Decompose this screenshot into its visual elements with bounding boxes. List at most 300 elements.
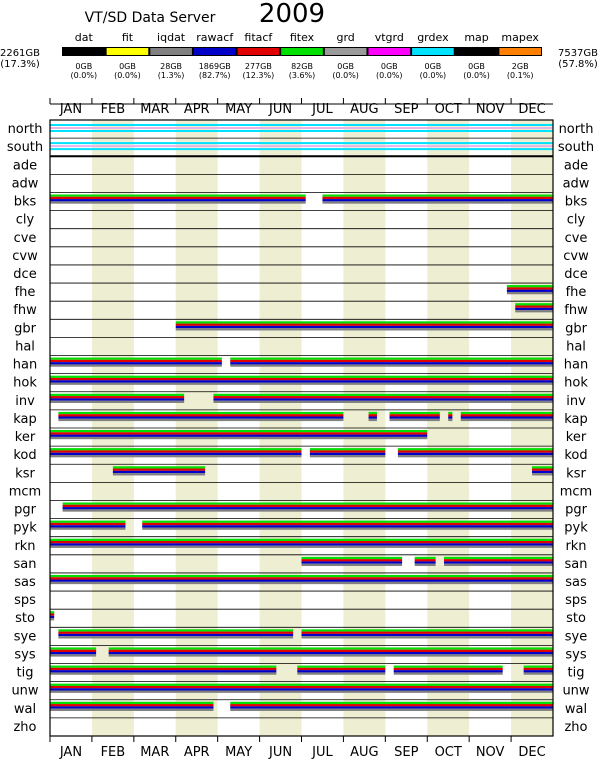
data-segment-sye — [302, 629, 554, 638]
segment-stripe — [390, 412, 440, 414]
segment-stripe — [142, 521, 553, 523]
segment-stripe — [302, 632, 554, 634]
data-segment-han — [230, 358, 553, 367]
month-label-top-feb: FEB — [100, 102, 126, 117]
segment-stripe — [50, 652, 96, 654]
legend-swatch-grdex — [412, 48, 454, 55]
segment-stripe — [58, 632, 293, 634]
segment-stripe — [50, 383, 553, 385]
segment-stripe — [444, 557, 553, 559]
segment-stripe — [50, 613, 54, 615]
legend-size-grdex: 0GB — [424, 62, 442, 71]
month-label-top-nov: NOV — [475, 102, 505, 117]
legend-size-grd: 0GB — [337, 62, 355, 71]
segment-stripe — [50, 378, 553, 380]
segment-stripe — [50, 401, 184, 403]
month-axis-bottom — [50, 736, 546, 760]
radar-label-right-cvw: cvw — [563, 248, 589, 264]
data-segment-wal — [50, 702, 213, 711]
radar-label-right-rkn: rkn — [565, 538, 587, 554]
radar-label-right-pyk: pyk — [564, 520, 588, 536]
segment-stripe — [302, 564, 403, 566]
segment-stripe — [50, 380, 553, 382]
radar-label-left-north: north — [7, 122, 43, 138]
segment-stripe — [369, 414, 377, 416]
segment-stripe — [398, 448, 553, 450]
data-segment-sye — [58, 629, 293, 638]
segment-stripe — [63, 505, 553, 507]
radar-label-right-sto: sto — [566, 611, 586, 627]
legend-label-rawacf: rawacf — [196, 31, 234, 44]
radar-label-right-adw: adw — [562, 176, 590, 192]
radar-label-left-han: han — [12, 357, 38, 373]
legend-swatch-iqdat — [150, 48, 192, 55]
segment-stripe — [302, 561, 403, 563]
segment-stripe — [302, 629, 554, 631]
data-segment-kod — [50, 448, 302, 457]
radar-label-left-bks: bks — [13, 194, 37, 210]
segment-stripe — [109, 647, 553, 649]
segment-stripe — [448, 416, 452, 418]
month-label-bottom-oct: OCT — [434, 745, 462, 760]
segment-stripe — [176, 321, 553, 323]
segment-stripe — [444, 559, 553, 561]
segment-stripe — [444, 561, 553, 563]
legend-size-iqdat: 28GB — [160, 62, 183, 71]
segment-stripe-grdex — [50, 130, 553, 132]
segment-stripe — [415, 564, 436, 566]
radar-label-right-sys: sys — [565, 647, 587, 663]
segment-stripe — [50, 199, 306, 201]
legend-size-map: 0GB — [468, 62, 485, 71]
radar-label-right-ade: ade — [563, 158, 589, 174]
segment-stripe — [50, 448, 302, 450]
month-label-top-apr: APR — [183, 102, 210, 117]
segment-stripe — [310, 455, 385, 457]
radar-label-left-ker: ker — [14, 430, 36, 446]
segment-stripe — [50, 394, 184, 396]
radar-label-left-fhe: fhe — [14, 285, 36, 301]
data-segment-kap — [58, 412, 343, 421]
segment-stripe — [230, 702, 553, 704]
segment-stripe — [515, 305, 553, 307]
segment-stripe — [369, 419, 377, 421]
radar-label-right-ksr: ksr — [566, 466, 586, 482]
segment-stripe — [50, 616, 54, 618]
segment-stripe — [390, 414, 440, 416]
radar-label-left-cve: cve — [13, 230, 37, 246]
segment-stripe — [63, 507, 553, 509]
radar-label-left-sas: sas — [14, 574, 36, 590]
legend-label-iqdat: iqdat — [157, 31, 186, 44]
segment-stripe — [230, 709, 553, 711]
radar-label-left-zho: zho — [13, 719, 37, 735]
segment-stripe — [50, 654, 96, 656]
segment-stripe — [50, 435, 427, 437]
legend-pct-rawacf: (82.7%) — [198, 71, 231, 80]
segment-stripe — [524, 666, 553, 668]
segment-stripe — [142, 525, 553, 527]
segment-stripe — [50, 543, 553, 545]
radar-label-left-sto: sto — [15, 611, 35, 627]
radar-label-right-cve: cve — [564, 230, 588, 246]
radar-label-right-hok: hok — [564, 375, 588, 391]
segment-stripe — [515, 308, 553, 310]
legend-swatch-fitex — [281, 48, 323, 55]
segment-stripe — [50, 580, 553, 582]
segment-stripe — [394, 672, 503, 674]
segment-stripe — [444, 564, 553, 566]
legend-pct-fit: (0.0%) — [114, 71, 141, 80]
segment-stripe — [50, 666, 276, 668]
segment-stripe — [507, 287, 553, 289]
data-segment-hok — [50, 376, 553, 385]
radar-label-left-gbr: gbr — [14, 321, 36, 337]
radar-label-right-wal: wal — [564, 701, 588, 717]
radar-label-left-mcm: mcm — [8, 484, 42, 500]
segment-stripe — [310, 448, 385, 450]
segment-stripe — [297, 670, 385, 672]
segment-stripe — [461, 412, 553, 414]
segment-stripe — [507, 285, 553, 287]
segment-stripe — [532, 473, 553, 475]
radar-label-left-ksr: ksr — [15, 466, 35, 482]
segment-stripe — [50, 611, 54, 613]
segment-stripe — [532, 466, 553, 468]
segment-stripe — [50, 575, 553, 577]
legend-size-rawacf: 1869GB — [198, 62, 231, 71]
segment-stripe — [50, 201, 306, 203]
data-segment-kod — [310, 448, 385, 457]
data-segment-san — [415, 557, 436, 566]
radar-label-right-sye: sye — [564, 629, 588, 645]
legend-swatch-map — [456, 48, 498, 55]
legend-label-fit: fit — [121, 31, 134, 44]
legend-size-dat: 0GB — [75, 62, 93, 71]
segment-stripe — [58, 634, 293, 636]
segment-stripe — [50, 670, 276, 672]
month-label-top-jun: JUN — [269, 102, 293, 117]
segment-stripe — [113, 473, 205, 475]
data-segment-fhe — [507, 285, 553, 294]
segment-stripe — [113, 466, 205, 468]
segment-stripe — [50, 523, 125, 525]
data-segment-inv — [50, 394, 184, 403]
segment-stripe-grdex — [50, 124, 553, 126]
month-axis-top — [50, 98, 546, 117]
segment-stripe — [524, 668, 553, 670]
segment-stripe — [50, 709, 213, 711]
segment-stripe — [176, 324, 553, 326]
segment-stripe — [390, 416, 440, 418]
radar-label-left-san: san — [13, 556, 37, 572]
month-label-top-sep: SEP — [394, 102, 419, 117]
radar-label-right-sas: sas — [565, 574, 587, 590]
segment-stripe — [50, 672, 276, 674]
segment-stripe — [50, 577, 553, 579]
radar-label-left-cly: cly — [15, 212, 35, 228]
segment-stripe — [63, 509, 553, 511]
segment-stripe-vtgrd — [50, 127, 553, 129]
segment-stripe — [524, 672, 553, 674]
data-segment-kod — [398, 448, 553, 457]
segment-stripe — [398, 453, 553, 455]
data-segment-kap — [461, 412, 553, 421]
month-label-top-aug: AUG — [350, 102, 379, 117]
segment-stripe — [448, 412, 452, 414]
radar-label-right-zho: zho — [564, 719, 588, 735]
radar-label-left-ade: ade — [12, 158, 38, 174]
legend-swatch-fitacf — [238, 48, 280, 55]
month-label-bottom-dec: DEC — [518, 745, 546, 760]
radar-label-left-kod: kod — [13, 448, 37, 464]
segment-stripe — [50, 364, 222, 366]
radar-label-left-hal: hal — [15, 339, 35, 355]
legend-pct-dat: (0.0%) — [70, 71, 98, 80]
data-segment-rkn — [50, 539, 553, 548]
segment-stripe — [58, 629, 293, 631]
data-segment-tig — [50, 666, 276, 675]
segment-stripe — [461, 416, 553, 418]
segment-stripe — [394, 670, 503, 672]
radar-label-right-south: south — [557, 140, 595, 156]
segment-stripe — [113, 469, 205, 471]
segment-stripe — [50, 650, 96, 652]
month-label-bottom-jul: JUL — [312, 745, 333, 760]
radar-label-right-han: han — [563, 357, 589, 373]
chart-title: VT/SD Data Server — [84, 10, 216, 26]
segment-stripe — [50, 396, 184, 398]
segment-stripe — [507, 290, 553, 292]
legend-label-grd: grd — [336, 31, 355, 44]
segment-stripe — [50, 582, 553, 584]
data-segment-fhw — [515, 303, 553, 312]
month-label-top-jan: JAN — [59, 102, 83, 117]
legend-pct-fitacf: (12.3%) — [242, 71, 275, 80]
data-segment-kap — [369, 412, 377, 421]
data-segment-tig — [394, 666, 503, 675]
radar-label-left-wal: wal — [13, 701, 37, 717]
segment-stripe — [50, 686, 553, 688]
data-segment-pyk — [142, 521, 553, 530]
legend-swatch-grd — [325, 48, 367, 55]
segment-stripe — [50, 197, 306, 199]
segment-stripe — [398, 455, 553, 457]
segment-stripe — [50, 546, 553, 548]
segment-stripe — [415, 561, 436, 563]
month-label-top-oct: OCT — [434, 102, 462, 117]
legend-label-mapex: mapex — [501, 31, 539, 44]
segment-stripe-grdex — [50, 142, 553, 144]
radar-label-right-unw: unw — [562, 683, 590, 699]
radar-label-left-kap: kap — [13, 411, 37, 427]
month-label-top-mar: MAR — [140, 102, 170, 117]
segment-stripe — [532, 469, 553, 471]
segment-stripe — [50, 521, 125, 523]
segment-stripe — [63, 502, 553, 504]
legend-label-fitacf: fitacf — [244, 31, 273, 44]
radar-label-left-sys: sys — [14, 647, 36, 663]
data-segment-han — [50, 358, 222, 367]
radar-label-right-bks: bks — [564, 194, 588, 210]
month-label-bottom-jun: JUN — [269, 745, 293, 760]
segment-stripe — [58, 636, 293, 638]
segment-stripe — [58, 419, 343, 421]
segment-stripe — [50, 691, 553, 693]
segment-stripe — [297, 672, 385, 674]
legend-swatch-fit — [107, 48, 149, 55]
data-segment-kap — [448, 412, 452, 421]
segment-stripe — [213, 398, 553, 400]
segment-stripe — [310, 453, 385, 455]
data-segment-tig — [297, 666, 385, 675]
segment-stripe — [50, 527, 125, 529]
legend-pct-map: (0.0%) — [463, 71, 490, 80]
segment-stripe — [109, 650, 553, 652]
segment-stripe — [50, 430, 427, 432]
legend-size-mapex: 2GB — [511, 62, 529, 71]
segment-stripe — [50, 647, 96, 649]
segment-stripe — [50, 684, 553, 686]
legend-size-fitex: 82GB — [291, 62, 313, 71]
legend-pct-grd: (0.0%) — [332, 71, 359, 80]
data-segment-gbr — [176, 321, 553, 330]
segment-stripe — [50, 360, 222, 362]
segment-stripe — [448, 414, 452, 416]
segment-stripe — [230, 358, 553, 360]
segment-stripe — [50, 453, 302, 455]
segment-stripe — [176, 328, 553, 330]
segment-stripe — [448, 419, 452, 421]
radar-label-left-cvw: cvw — [12, 248, 38, 264]
segment-stripe — [50, 668, 276, 670]
right-total-pct: (57.8%) — [558, 59, 598, 70]
data-segment-bks — [50, 194, 306, 203]
legend-swatch-dat — [63, 48, 105, 55]
data-segment-unw — [50, 684, 553, 693]
segment-stripe — [532, 471, 553, 473]
data-segment-north — [50, 124, 553, 132]
segment-stripe — [461, 419, 553, 421]
data-segment-kap — [390, 412, 440, 421]
radar-label-right-cly: cly — [566, 212, 586, 228]
segment-stripe — [394, 666, 503, 668]
segment-stripe — [213, 394, 553, 396]
segment-stripe — [50, 358, 222, 360]
segment-stripe — [415, 559, 436, 561]
segment-stripe — [50, 432, 427, 434]
segment-stripe — [50, 706, 213, 708]
legend-pct-fitex: (3.6%) — [288, 71, 316, 80]
left-total-pct: (17.3%) — [0, 59, 40, 70]
segment-stripe — [50, 194, 306, 196]
segment-stripe — [213, 396, 553, 398]
segment-stripe — [230, 706, 553, 708]
radar-label-right-fhw: fhw — [564, 303, 588, 319]
segment-stripe — [50, 437, 427, 439]
radar-label-right-fhe: fhe — [565, 285, 587, 301]
radar-label-right-north: north — [558, 122, 594, 138]
legend-label-map: map — [464, 31, 489, 44]
data-segment-san — [444, 557, 553, 566]
radar-label-left-tig: tig — [16, 665, 34, 681]
radar-label-left-unw: unw — [11, 683, 39, 699]
segment-stripe — [515, 310, 553, 312]
radar-label-left-hok: hok — [13, 375, 37, 391]
segment-stripe — [50, 704, 213, 706]
radar-label-left-sps: sps — [14, 593, 36, 609]
radar-label-right-hal: hal — [566, 339, 586, 355]
month-label-bottom-jan: JAN — [59, 745, 83, 760]
chart-year: 2009 — [258, 0, 326, 29]
segment-stripe — [50, 539, 553, 541]
legend-pct-vtgrd: (0.0%) — [375, 71, 403, 80]
segment-stripe — [297, 668, 385, 670]
segment-stripe — [369, 412, 377, 414]
segment-stripe — [390, 419, 440, 421]
segment-stripe — [50, 702, 213, 704]
legend-pct-mapex: (0.1%) — [506, 71, 534, 80]
legend-label-grdex: grdex — [417, 31, 449, 44]
segment-stripe — [109, 654, 553, 656]
radar-label-left-adw: adw — [11, 176, 39, 192]
radar-label-left-rkn: rkn — [14, 538, 36, 554]
segment-stripe — [297, 666, 385, 668]
segment-stripe — [369, 416, 377, 418]
segment-stripe — [322, 201, 553, 203]
segment-stripe — [50, 362, 222, 364]
data-segment-inv — [213, 394, 553, 403]
segment-stripe — [176, 326, 553, 328]
month-label-top-dec: DEC — [518, 102, 546, 117]
segment-stripe — [213, 401, 553, 403]
legend-label-vtgrd: vtgrd — [374, 31, 404, 44]
radar-label-right-dce: dce — [564, 266, 588, 282]
segment-stripe — [230, 704, 553, 706]
segment-stripe — [142, 523, 553, 525]
data-segment-pgr — [63, 502, 553, 511]
radar-label-right-kap: kap — [564, 411, 588, 427]
segment-stripe — [507, 292, 553, 294]
legend-swatch-mapex — [499, 48, 541, 55]
data-segment-ker — [50, 430, 427, 439]
month-label-bottom-apr: APR — [183, 745, 210, 760]
data-segment-south — [50, 142, 553, 150]
left-total-size: 2261GB — [0, 48, 41, 59]
radar-label-right-pgr: pgr — [565, 502, 587, 518]
segment-stripe — [50, 525, 125, 527]
segment-stripe — [322, 197, 553, 199]
radar-label-right-san: san — [564, 556, 588, 572]
segment-stripe — [50, 450, 302, 452]
legend-label-dat: dat — [74, 31, 93, 44]
data-segment-san — [302, 557, 403, 566]
segment-stripe — [50, 688, 553, 690]
radar-label-right-ker: ker — [565, 430, 587, 446]
month-label-top-may: MAY — [225, 102, 253, 117]
segment-stripe — [50, 541, 553, 543]
segment-stripe — [310, 450, 385, 452]
data-segment-sto — [50, 611, 54, 620]
segment-stripe — [58, 416, 343, 418]
data-segment-bks — [322, 194, 553, 203]
data-segment-ksr — [113, 466, 205, 475]
segment-stripe — [524, 670, 553, 672]
radar-label-left-south: south — [6, 140, 44, 156]
segment-stripe — [50, 376, 553, 378]
segment-stripe — [415, 557, 436, 559]
segment-stripe — [230, 364, 553, 366]
